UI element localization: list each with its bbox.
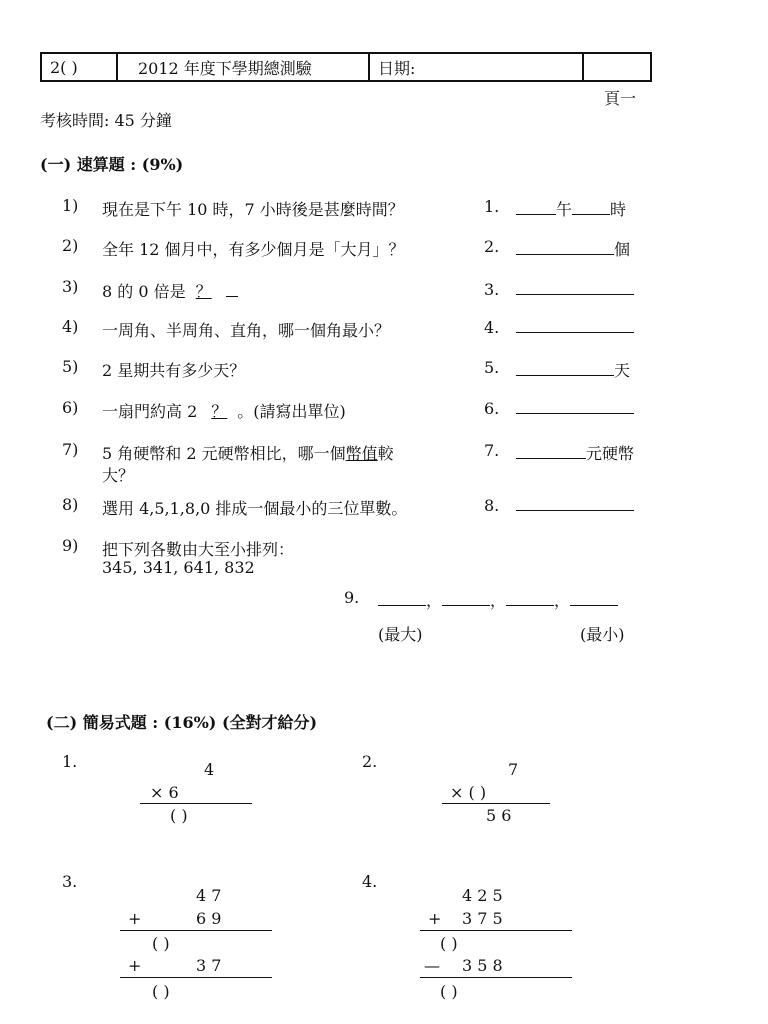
p1-rule (140, 803, 252, 804)
q3-blank: ？ (195, 282, 212, 301)
p3-row3: 3 7 (196, 956, 222, 975)
header-table (40, 52, 652, 82)
q6-text-post: 。(請寫出單位) (237, 402, 346, 421)
answer-2[interactable] (516, 237, 630, 260)
page-label: 頁一 (604, 89, 637, 108)
p3-label: 3. (62, 872, 78, 891)
q3-num: 3) (62, 277, 79, 296)
q2-text: 全年 12 個月中，有多少個月是「大月」？ (102, 240, 405, 259)
p3-op2: + (128, 956, 142, 975)
q4-num: 4) (62, 317, 79, 336)
a7-num: 7. (484, 441, 500, 460)
p2-top: 7 (508, 760, 519, 779)
a1-num: 1. (484, 197, 500, 216)
p2-op[interactable]: × ( ) (450, 783, 487, 802)
p4-rule-1 (420, 930, 572, 931)
section1-title: (一) 速算題 : (9%) (40, 155, 184, 174)
p4-op2: — (424, 956, 440, 975)
q7-line1-post: 較 (377, 444, 394, 463)
q9-text: 把下列各數由大至小排列： (102, 540, 295, 559)
q8-text: 選用 4,5,1,8,0 排成一個最小的三位單數。 (102, 499, 408, 518)
p4-top: 4 2 5 (462, 886, 503, 905)
label-smallest: (最小) (580, 625, 625, 644)
q2-num: 2) (62, 236, 79, 255)
p4-result1[interactable]: ( ) (440, 934, 458, 953)
p2-result: 5 6 (486, 806, 512, 825)
blank-cell (584, 54, 650, 80)
class-cell: 2( ) (42, 54, 118, 80)
q7-line1-pre: 5 角硬幣和 2 元硬幣相比，哪一個 (102, 444, 346, 463)
a2-num: 2. (484, 237, 500, 256)
p4-row2: 3 7 5 (462, 909, 503, 928)
p4-result2[interactable]: ( ) (440, 982, 458, 1001)
p3-rule-2 (120, 977, 272, 978)
q6-text (102, 399, 346, 422)
label-largest: (最大) (378, 625, 423, 644)
q7-text-line1 (102, 441, 394, 464)
answer-5[interactable] (516, 358, 630, 381)
p4-rule-2 (420, 977, 572, 978)
p3-row2: 6 9 (196, 909, 222, 928)
q8-num: 8) (62, 495, 79, 514)
q1-num: 1) (62, 196, 79, 215)
a4-num: 4. (484, 318, 500, 337)
q1-text: 現在是下午 10 時，7 小時後是甚麼時間？ (102, 200, 404, 219)
a5-num: 5. (484, 358, 500, 377)
p2-rule (442, 803, 550, 804)
q9-num: 9) (62, 536, 79, 555)
p3-rule-1 (120, 930, 272, 931)
a9-comma-2: ， (490, 591, 507, 610)
q9-numbers: 345, 341, 641, 832 (102, 558, 255, 577)
q4-text: 一周角、半周角、直角，哪一個角最小？ (102, 321, 391, 340)
p3-top: 4 7 (196, 886, 222, 905)
p2-label: 2. (362, 752, 378, 771)
q6-num: 6) (62, 398, 79, 417)
p4-label: 4. (362, 872, 378, 891)
section2-title: (二) 簡易式題 : (16%) (全對才給分) (46, 713, 318, 732)
exam-title: 2012 年度下學期總測驗 (118, 54, 370, 80)
p3-result1[interactable]: ( ) (152, 934, 170, 953)
p4-op1: + (428, 909, 442, 928)
date-label: 日期: (370, 54, 584, 80)
answer-4[interactable] (516, 318, 634, 337)
a5-end: 天 (614, 361, 631, 380)
answer-1[interactable] (516, 197, 626, 220)
q5-num: 5) (62, 357, 79, 376)
a9-comma-3: ， (554, 591, 571, 610)
p1-result[interactable]: ( ) (170, 806, 188, 825)
a8-num: 8. (484, 496, 500, 515)
a1-mid: 午 (556, 200, 573, 219)
a9-num: 9. (344, 588, 360, 607)
p1-op: × 6 (150, 783, 179, 802)
p3-op1: + (128, 909, 142, 928)
q5-text: 2 星期共有多少天？ (102, 361, 246, 380)
answer-6[interactable] (516, 399, 634, 418)
answer-8[interactable] (516, 496, 634, 515)
q7-text-line2: 大？ (102, 466, 135, 485)
p1-top: 4 (204, 760, 215, 779)
exam-time: 考核時間: 45 分鐘 (40, 111, 172, 130)
q7-num: 7) (62, 440, 79, 459)
a3-num: 3. (484, 280, 500, 299)
answer-9[interactable] (378, 588, 618, 611)
a1-end: 時 (610, 200, 627, 219)
answer-3[interactable] (516, 280, 634, 299)
p1-label: 1. (62, 752, 78, 771)
a9-comma-1: ， (426, 591, 443, 610)
a2-end: 個 (614, 240, 631, 259)
p3-result2[interactable]: ( ) (152, 982, 170, 1001)
q3-text-pre: 8 的 0 倍是 (102, 282, 186, 301)
q6-blank: ？ (211, 402, 228, 421)
q3-text (102, 279, 238, 302)
answer-7[interactable] (516, 441, 634, 464)
q7-line1-underlined: 幣值 (345, 444, 378, 463)
a6-num: 6. (484, 399, 500, 418)
a7-end: 元硬幣 (586, 444, 635, 463)
q6-text-pre: 一扇門約高 2 (102, 402, 198, 421)
p4-row3: 3 5 8 (462, 956, 503, 975)
